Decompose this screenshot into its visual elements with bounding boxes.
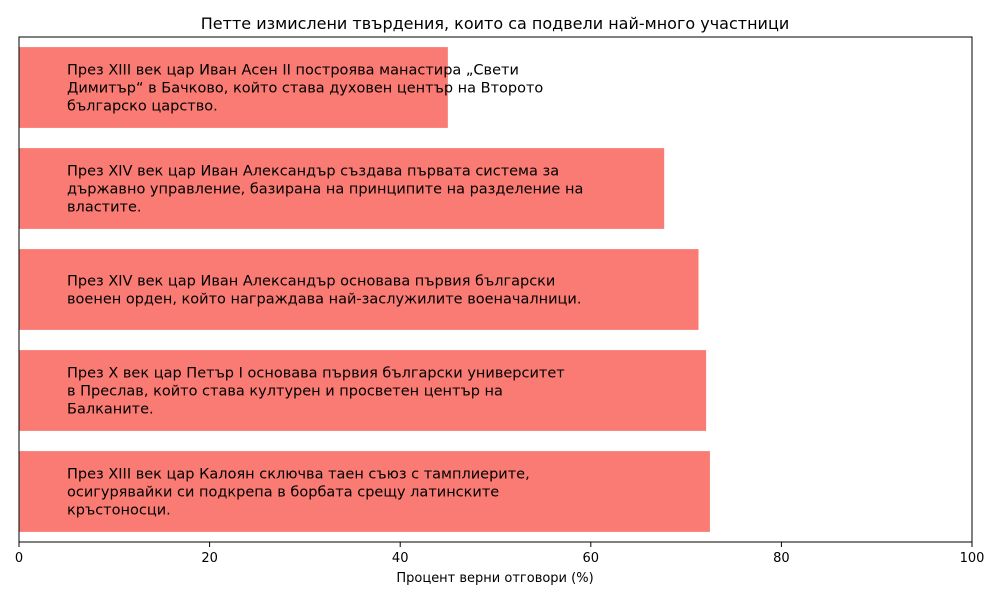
x-axis-ticks [15, 542, 985, 566]
x-axis-label: Процент верни отговори (%) [396, 571, 594, 586]
chart-title: Петте измислени твърдения, които са подвели най-много участници [200, 14, 790, 33]
x-tick-label: 0 [14, 551, 24, 566]
bar-label-line: властите. [67, 199, 142, 216]
bars-layer [19, 47, 710, 532]
bar-label-line: българско царство. [67, 98, 218, 115]
bar-label-line: осигурявайки си подкрепа в борбата срещу латинските [67, 484, 500, 501]
bar-3 [19, 249, 698, 330]
bar-label-line: държавно управление, базирана на принципите на разделение на [67, 181, 584, 198]
x-tick-label: 100 [959, 551, 985, 566]
x-tick-label: 20 [201, 551, 218, 566]
x-tick-label: 40 [391, 551, 409, 566]
x-tick-label: 60 [582, 551, 600, 566]
bar-label-line: военен орден, който награждава най-заслужилите военачалници. [67, 291, 582, 308]
bar-label-line: в Преслав, който става културен и просветен център на [67, 383, 503, 400]
bar-label-line: кръстоносци. [67, 502, 171, 519]
bar-label-line: През XIII век цар Иван Асен II построява манастира „Свети [67, 62, 519, 79]
bar-label-line: През XIII век цар Калоян сключва таен съюз с тамплиерите, [67, 466, 530, 483]
bar-label-line: Димитър“ в Бачково, който става духовен център на Второто [67, 80, 544, 97]
bar-label-line: През XIV век цар Иван Александър основава първия български [67, 273, 556, 290]
bar-label-line: През XIV век цар Иван Александър създава първата система за [67, 163, 560, 180]
bar-label-line: През X век цар Петър I основава първия български университет [67, 365, 565, 382]
x-tick-label: 80 [773, 551, 790, 566]
bar-label-line: Балканите. [67, 401, 154, 418]
